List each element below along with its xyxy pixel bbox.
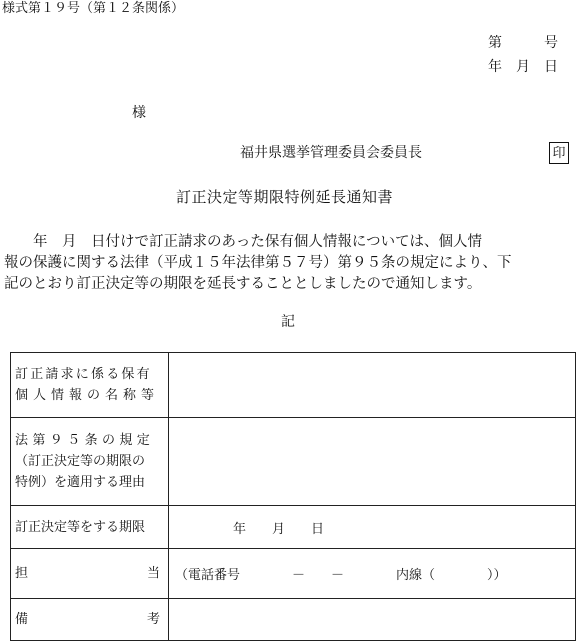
table-row <box>11 506 576 549</box>
deadline-value[interactable]: 年 月 日 <box>169 506 576 549</box>
ki-heading: 記 <box>281 314 295 330</box>
row-label <box>11 353 169 418</box>
label-line: （訂正決定等の期限の <box>15 454 146 469</box>
document-title: 訂正決定等期限特例延長通知書 <box>176 188 394 206</box>
contact-value[interactable]: （電話番号 － － 内線（ ）） <box>169 549 576 599</box>
row-label <box>11 418 169 506</box>
row-value[interactable] <box>169 353 576 418</box>
label-line: 訂正決定等をする期限 <box>15 519 146 535</box>
table-row <box>11 353 576 418</box>
label-left: 担 <box>15 566 29 581</box>
remarks-value[interactable] <box>169 599 576 641</box>
body-line: 記のとおり訂正決定等の期限を延長することとしましたので通知します。 <box>4 276 482 292</box>
document-date: 年 月 日 <box>488 59 558 75</box>
row-value[interactable] <box>169 418 576 506</box>
body-line: 報の保護に関する法律（平成１５年法律第５７号）第９５条の規定により、下 <box>4 255 512 271</box>
table-row <box>11 418 576 506</box>
row-label <box>11 506 169 549</box>
table-row <box>11 549 576 599</box>
label-left: 備 <box>15 612 29 627</box>
document-number: 第 号 <box>488 35 558 51</box>
addressee-honorific: 様 <box>132 105 146 121</box>
label-line <box>15 563 160 584</box>
row-label <box>11 599 169 641</box>
label-line <box>15 609 160 630</box>
label-right: 考 <box>146 612 160 627</box>
label-right: 当 <box>146 566 160 581</box>
label-line: 訂正請求に係る保有 <box>15 367 152 382</box>
table-row <box>11 599 576 641</box>
form-number-label: 様式第１９号（第１２条関係） <box>2 1 185 16</box>
body-paragraph <box>4 232 578 295</box>
detail-table <box>10 352 576 641</box>
body-line: 年 月 日付けで訂正請求のあった保有個人情報については、個人情 <box>4 234 483 250</box>
row-label <box>11 549 169 599</box>
label-line: 個人情報の名称等 <box>15 388 160 403</box>
label-line: 法第９５条の規定 <box>15 433 155 448</box>
issuer-name: 福井県選挙管理委員会委員長 <box>240 145 422 161</box>
label-line: 特例）を適用する理由 <box>15 475 146 490</box>
seal-mark: 印 <box>549 142 569 164</box>
